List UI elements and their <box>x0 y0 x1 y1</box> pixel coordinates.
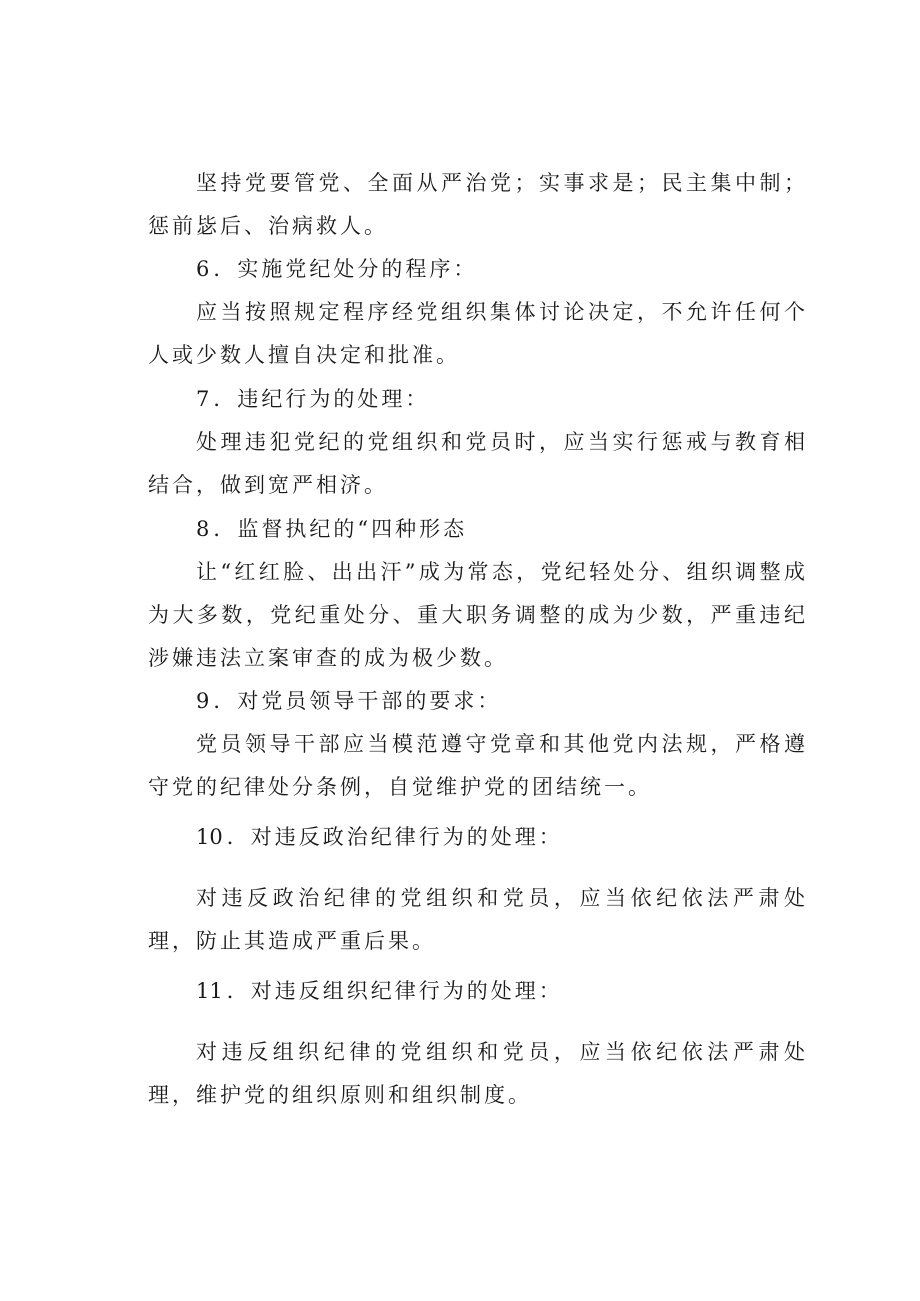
heading-number: 9 <box>196 689 210 713</box>
heading-item-6 <box>196 248 477 291</box>
paragraph-leader-requirements: 党员领导干部应当模范遵守党章和其他党内法规，严格遵守党的纪律处分条例，自觉维护党的团结统一。 <box>148 732 808 799</box>
heading-number: 11 <box>196 979 223 1003</box>
heading-text: ．对党员领导干部的要求： <box>213 689 502 713</box>
heading-number: 7 <box>196 387 210 411</box>
heading-item-9 <box>196 680 501 723</box>
heading-text: ．对违反组织纪律行为的处理： <box>226 979 563 1003</box>
paragraph-four-forms: 让“红红脸、出出汗”成为常态，党纪轻处分、组织调整成为大多数，党纪重处分、重大职务调整的成为少数，严重违纪涉嫌违法立案审查的成为极少数。 <box>148 560 808 670</box>
heading-number: 8 <box>196 517 210 541</box>
heading-text: ．监督执纪的“四种形态 <box>213 517 468 541</box>
heading-text: ．对违反政治纪律行为的处理： <box>226 825 563 849</box>
heading-text: ．违纪行为的处理： <box>213 387 430 411</box>
paragraph-violation-handling: 处理违犯党纪的党组织和党员时，应当实行惩戒与教育相结合，做到宽严相济。 <box>148 430 808 497</box>
heading-number: 6 <box>196 257 210 281</box>
heading-item-8 <box>196 508 467 551</box>
paragraph-organizational-discipline: 对违反组织纪律的党组织和党员，应当依纪依法严肃处理，维护党的组织原则和组织制度。 <box>148 1040 808 1107</box>
heading-item-7 <box>196 378 429 421</box>
paragraph-political-discipline: 对违反政治纪律的党组织和党员，应当依纪依法严肃处理，防止其造成严重后果。 <box>148 886 808 953</box>
heading-number: 10 <box>196 825 223 849</box>
paragraph-principles: 坚持党要管党、全面从严治党；实事求是；民主集中制；惩前毖后、治病救人。 <box>148 171 808 238</box>
heading-text: ．实施党纪处分的程序： <box>213 257 478 281</box>
heading-item-11 <box>196 970 563 1013</box>
heading-item-10 <box>196 816 563 859</box>
paragraph-procedure: 应当按照规定程序经党组织集体讨论决定，不允许任何个人或少数人擅自决定和批准。 <box>148 300 808 367</box>
